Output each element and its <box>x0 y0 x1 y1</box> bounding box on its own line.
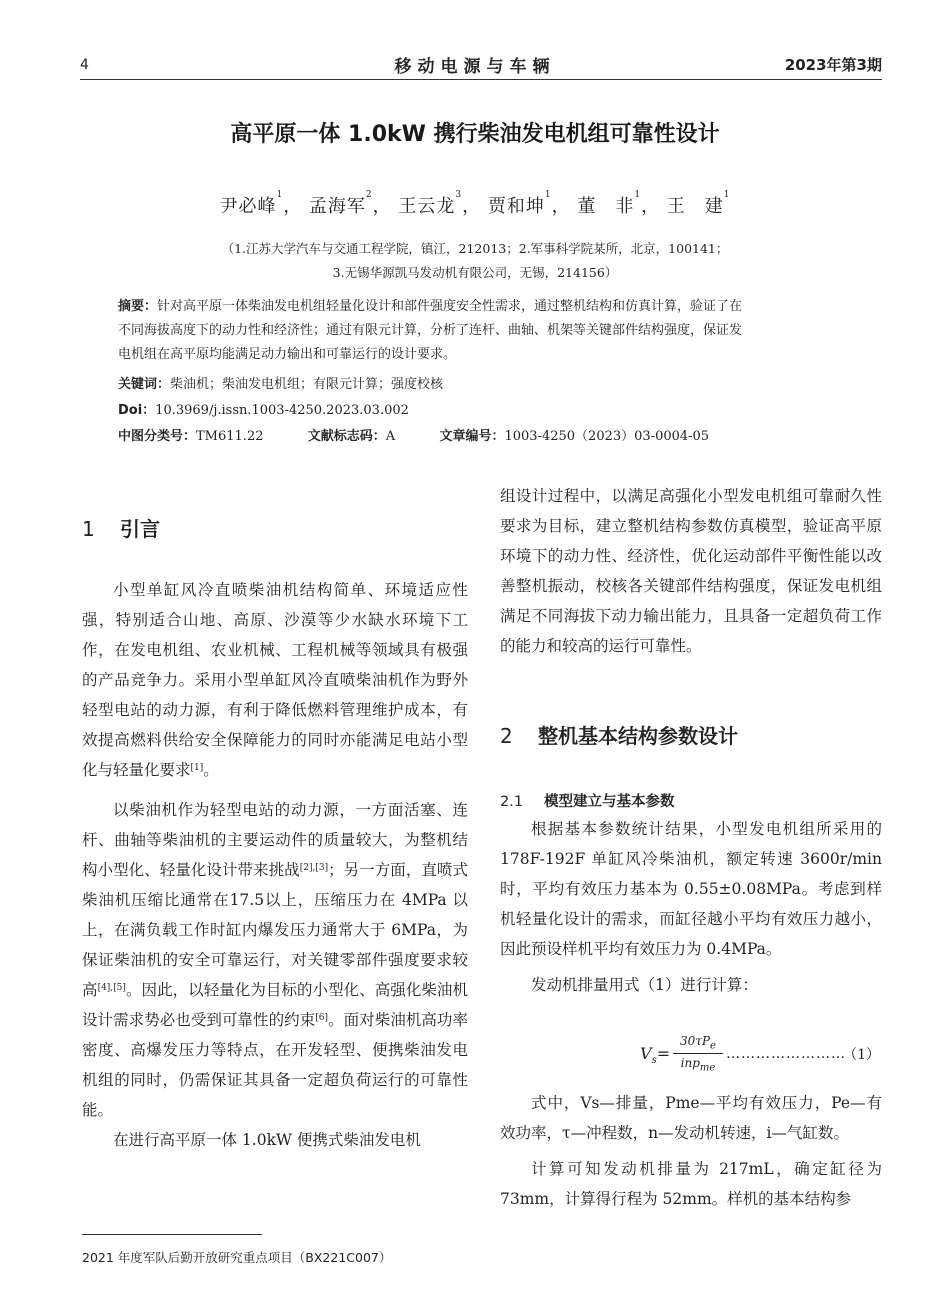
author-name: 尹必峰 <box>219 196 277 217</box>
paper-title: 高平原一体 1.0kW 携行柴油发电机组可靠性设计 <box>230 122 720 147</box>
paragraph: 式中，Vs—排量，Pme—平均有效压力，Pe—有效功率，τ—冲程数，n—发动机转速，i—气缸数。 <box>500 1094 882 1142</box>
author-name: 董 非 <box>577 196 635 217</box>
author-list <box>0 192 950 218</box>
equation-1 <box>640 1034 880 1086</box>
author-name: 王 建 <box>666 196 724 217</box>
footnote-rule <box>82 1234 262 1235</box>
paragraph <box>82 795 468 1125</box>
paragraph: 根据基本参数统计结果，小型发电机组所采用的 178F-192F 单缸风冷柴油机，额定转速 3600r/min 时，平均有效压力基本为 0.55±0.08MPa。考虑到样机轻量化设计的需求，而缸径越小平均有效压力越小，因此预设样机平均有效压力为 0.4MPa。 <box>500 820 882 958</box>
denominator-subscript: me <box>699 1062 716 1074</box>
author-affil-mark: 2 <box>365 190 373 200</box>
paragraph: 在进行高平原一体 1.0kW 便携式柴油发电机 <box>113 1131 421 1149</box>
equation-leader-dots: …………………… <box>726 1046 846 1062</box>
author-affil-mark: 1 <box>276 190 284 200</box>
numerator-subscript: e <box>710 1040 716 1052</box>
doc-code-value: A <box>385 429 396 444</box>
section-number: 2 <box>500 724 513 748</box>
paragraph-text: 以柴油机作为轻型电站的动力源，一方面活塞、连杆、曲轴等柴油机的主要运动件的质量较大，为整机结构小型化、轻量化设计带来挑战 <box>82 801 468 879</box>
paragraph-text: ；另一方面，直喷式柴油机压缩比通常在17.5以上，压缩压力在 4MPa 以上，在满负载工作时缸内爆发压力通常大于 6MPa，为保证柴油机的安全可靠运行，对关键零部件强度要求较高 <box>82 861 468 999</box>
doi-value: 10.3969/j.issn.1003-4250.2023.03.002 <box>155 403 409 418</box>
equation-fraction <box>673 1034 723 1074</box>
classification <box>118 425 848 449</box>
page-number: 4 <box>80 57 89 73</box>
header-rule <box>80 79 882 80</box>
section-number: 1 <box>82 517 95 541</box>
section-title: 引言 <box>120 517 160 541</box>
author-separator: ， <box>641 196 661 217</box>
subsection-number: 2.1 <box>500 794 524 810</box>
author-affil-mark: 3 <box>455 190 463 200</box>
citation: [1] <box>190 763 204 773</box>
fraction-bar <box>673 1053 723 1054</box>
clc-value: TM611.22 <box>196 429 264 444</box>
author-affil-mark: 1 <box>723 190 731 200</box>
subsection-title: 模型建立与基本参数 <box>544 794 675 810</box>
keywords-value: 柴油机；柴油发电机组；有限元计算；强度校核 <box>170 377 444 392</box>
author-separator: ， <box>372 196 392 217</box>
paragraph: 计算可知发动机排量为 217mL，确定缸径为 73mm，计算得行程为 52mm。样机的基本结构参 <box>500 1160 882 1208</box>
paragraph-text: 。 <box>203 761 219 779</box>
section-1-heading <box>82 513 468 542</box>
citation: [6] <box>315 1013 329 1023</box>
section-1-continued <box>500 481 882 661</box>
article-no-value: 1003-4250（2023）03-0004-05 <box>504 429 710 444</box>
article-no-label: 文章编号： <box>439 429 505 444</box>
paragraph <box>82 575 468 785</box>
equation-subscript: s <box>651 1055 657 1067</box>
affiliation-line: （1.江苏大学汽车与交通工程学院，镇江，212013；2.军事科学院某所，北京，100141； <box>221 241 729 256</box>
paragraph: 组设计过程中，以满足高强化小型发电机组可靠耐久性要求为目标，建立整机结构参数仿真模型，验证高平原环境下的动力性、经济性，优化运动部件平衡性能以改善整机振动，校核各关键部件结构强度，保证发电机组满足不同海拔下动力输出能力，且具备一定超负荷工作的能力和较高的运行可靠性。 <box>500 487 882 655</box>
issue-label: 2023年第3期 <box>784 56 882 74</box>
section-2-heading <box>500 720 882 749</box>
author-affil-mark: 1 <box>634 190 642 200</box>
journal-name: 移动电源与车辆 <box>394 57 556 77</box>
subsection-2-1-heading <box>500 790 882 811</box>
numerator-text: 30τP <box>680 1034 711 1048</box>
author-separator: ， <box>283 196 303 217</box>
citation: [2],[3] <box>299 863 329 873</box>
author-separator: ， <box>462 196 482 217</box>
keywords-label: 关键词： <box>118 377 171 392</box>
fraction-numerator <box>673 1034 723 1051</box>
paragraph: 发动机排量用式（1）进行计算： <box>531 976 758 994</box>
funding-footnote: 2021 年度军队后勤开放研究重点项目（BX221C007） <box>82 1250 392 1265</box>
denominator-text: inp <box>680 1056 700 1071</box>
section-1-body <box>82 575 468 1155</box>
citation: [4],[5] <box>97 983 126 993</box>
author-separator: ， <box>551 196 571 217</box>
doi-label: Doi： <box>118 403 156 418</box>
author-name: 孟海军 <box>308 196 366 217</box>
equation-number: （1） <box>843 1047 880 1063</box>
abstract-line: 针对高平原一体柴油发电机组轻量化设计和部件强度安全性需求，通过整机结构和仿真计算，验证了在 <box>157 299 743 314</box>
paragraph-text: 小型单缸风冷直喷柴油机结构简单、环境适应性强，特别适合山地、高原、沙漠等少水缺水环境下工作，在发电机组、农业机械、工程机械等领域具有极强的产品竞争力。采用小型单缸风冷直喷柴油机作为野外轻型电站的动力源，有利于降低燃料管理维护成本，有效提高燃料供给安全保障能力的同时亦能满足电站小型化与轻量化要求 <box>82 581 468 779</box>
doc-code-label: 文献标志码： <box>307 429 386 444</box>
doi <box>118 399 848 423</box>
abstract-line: 电机组在高平原均能满足动力输出和可靠运行的设计要求。 <box>118 347 457 362</box>
paragraph-text: 。因此，以轻量化为目标的小型化、高强化柴油机设计需求势必也受到可靠性的约束 <box>82 981 468 1029</box>
subsection-2-1-body <box>500 814 882 1000</box>
fraction-denominator <box>673 1056 723 1073</box>
author-affil-mark: 1 <box>544 190 552 200</box>
affiliation-line: 3.无锡华源凯马发动机有限公司，无锡，214156） <box>332 265 618 280</box>
paragraph-text: 。面对柴油机高功率密度、高爆发压力等特点，在开发轻型、便携柴油发电机组的同时，仍需保证其具备一定超负荷运行的可靠性能。 <box>82 1011 468 1119</box>
equation-lhs <box>640 1044 670 1066</box>
equation-symbol: V <box>640 1044 652 1063</box>
section-title: 整机基本结构参数设计 <box>538 724 738 748</box>
affiliations <box>0 237 950 285</box>
keywords <box>118 373 848 397</box>
abstract-line: 不同海拔高度下的动力性和经济性；通过有限元计算，分析了连杆、曲轴、机架等关键部件结构强度，保证发 <box>118 323 743 338</box>
equals-sign: = <box>656 1044 671 1063</box>
author-name: 贾和坤 <box>487 196 545 217</box>
abstract <box>118 295 848 367</box>
abstract-label: 摘要： <box>118 299 158 314</box>
subsection-2-1-body-cont <box>500 1088 882 1214</box>
author-name: 王云龙 <box>398 196 456 217</box>
clc-label: 中图分类号： <box>118 429 197 444</box>
